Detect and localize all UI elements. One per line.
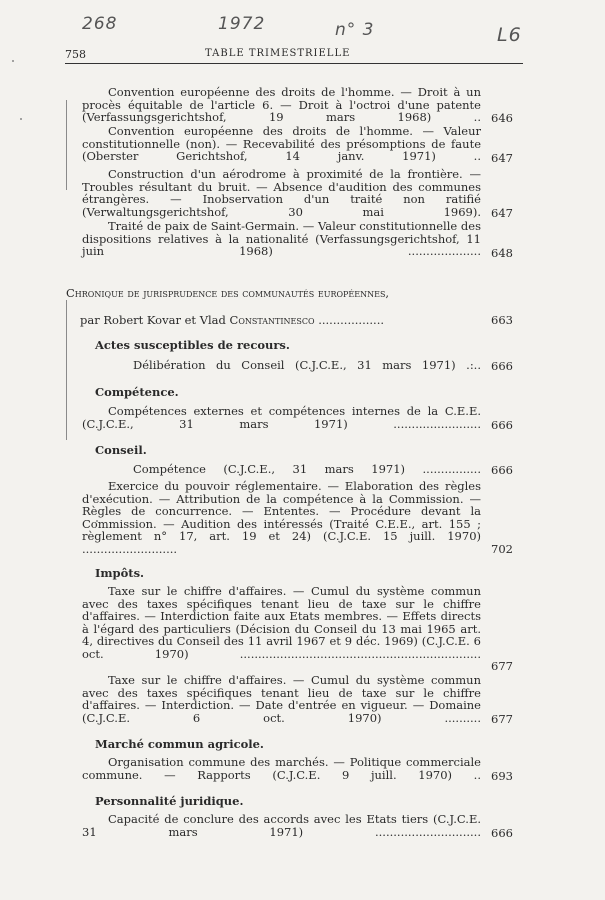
chronique-title: Chronique de jurisprudence des communautés européennes, <box>66 286 390 300</box>
handwritten-annotation: n° 3 <box>335 20 375 40</box>
author-last: Constantinesco <box>229 313 315 327</box>
handwritten-annotation: 1972 <box>218 14 266 34</box>
entry-page: 666 <box>491 359 513 373</box>
entry-page: 666 <box>491 463 513 477</box>
entry-text: Exercice du pouvoir réglementaire. — Elaboration des règles d'exécution. — Attribution de la compétence à la Commission. — Règles de concurrence. — Ententes. — Procédure devant la Commission. — Audition des intéressés (Traité C.E.E., art. 155 ; règlement n° 17, art. 19 et 24) (C.J.C.E. 15 juill. 1970) .......................... <box>82 479 481 556</box>
entry-page: 666 <box>491 826 513 840</box>
author-dots: .................. <box>314 313 385 327</box>
running-head: TABLE TRIMESTRIELLE <box>205 48 351 59</box>
entry-page: 646 <box>491 111 513 125</box>
entry-text: Convention européenne des droits de l'homme. — Droit à un procès équitable de l'article 6. — Droit à l'octroi d'une patente (Verfassungsgerichtshof, 19 mars 1968) .. <box>82 85 481 125</box>
index-entry <box>82 673 481 737</box>
index-entry <box>82 812 481 851</box>
entry-text: Organisation commune des marchés. — Politique commerciale commune. — Rapports (C.J.C.E. 9 juill. 1970) .. <box>82 755 481 782</box>
entry-page: 693 <box>491 769 513 783</box>
section-heading: Impôts. <box>95 566 145 580</box>
section-heading: Actes susceptibles de recours. <box>95 338 290 352</box>
entry-text: Compétences externes et compétences internes de la C.E.E. (C.J.C.E., 31 mars 1971) ........................ <box>82 404 481 431</box>
entry-page: 677 <box>491 712 513 726</box>
entry-page: 677 <box>491 659 513 673</box>
entry-text: Délibération du Conseil (C.J.C.E., 31 mars 1971) .:.. <box>133 358 481 372</box>
entry-page: 647 <box>491 206 513 220</box>
header-rule <box>65 63 523 64</box>
entry-page: 702 <box>491 542 513 556</box>
index-entry <box>82 755 481 794</box>
entry-text: Compétence (C.J.C.E., 31 mars 1971) ................ <box>133 462 481 476</box>
entry-page: 663 <box>491 313 513 327</box>
entry-text: Taxe sur le chiffre d'affaires. — Cumul du système commun avec des taxes spécifiques tenant lieu de taxe sur le chiffre d'affaires. — Interdiction faite aux Etats membres. — Effets directs à l'égard des particuliers (Décision du Conseil du 13 mai 1965 art. 4, directives du Conseil des 11 avril 1967 et 9 déc. 1969) (C.J.C.E. 6 oct. 1970) .................................................................. <box>82 584 481 661</box>
entry-text: Taxe sur le chiffre d'affaires. — Cumul du système commun avec des taxes spécifiques tenant lieu de taxe sur le chiffre d'affaires. — Interdiction. — Date d'entrée en vigueur. — Domaine (C.J.C.E. 6 oct. 1970) .......... <box>82 673 481 725</box>
section-heading: Personnalité juridique. <box>95 794 244 808</box>
scan-margin-mark <box>66 300 67 440</box>
entry-text: Capacité de conclure des accords avec les Etats tiers (C.J.C.E. 31 mars 1971) ............................. <box>82 812 481 839</box>
chronique-author <box>80 313 480 327</box>
section-heading: Marché commun agricole. <box>95 737 264 751</box>
entry-text: Construction d'un aérodrome à proximité de la frontière. — Troubles résultant du bruit. — Absence d'audition des communes étrangères. — Inobservation d'un traité non ratifié (Verwaltungsgerichtshof, 30 mai 1969). <box>82 167 481 219</box>
scan-speck <box>20 118 22 120</box>
section-heading: Compétence. <box>95 385 179 399</box>
index-entry <box>82 404 481 443</box>
entry-text: Traité de paix de Saint-Germain. — Valeur constitutionnelle des dispositions relatives à la nationalité (Verfassungsgerichtshof, 11 juin 1968) .................... <box>82 219 481 259</box>
entry-text: Convention européenne des droits de l'homme. — Valeur constitutionnelle (non). — Recevabilité des présomptions de faute (Oberster Gerichtshof, 14 janv. 1971) .. <box>82 124 481 164</box>
handwritten-annotation: L6 <box>497 24 522 46</box>
index-entry <box>82 584 481 673</box>
index-entry <box>82 219 481 270</box>
index-entry <box>133 359 481 384</box>
entry-page: 648 <box>491 246 513 260</box>
entry-page: 647 <box>491 151 513 165</box>
section-heading: Conseil. <box>95 443 147 457</box>
scan-margin-mark <box>66 100 67 190</box>
index-entry <box>82 479 481 568</box>
handwritten-annotation: 268 <box>82 14 118 34</box>
entry-page: 666 <box>491 418 513 432</box>
author-prefix: par Robert Kovar et Vlad <box>80 313 230 327</box>
page-number: 758 <box>65 48 86 61</box>
scan-speck <box>12 60 14 62</box>
